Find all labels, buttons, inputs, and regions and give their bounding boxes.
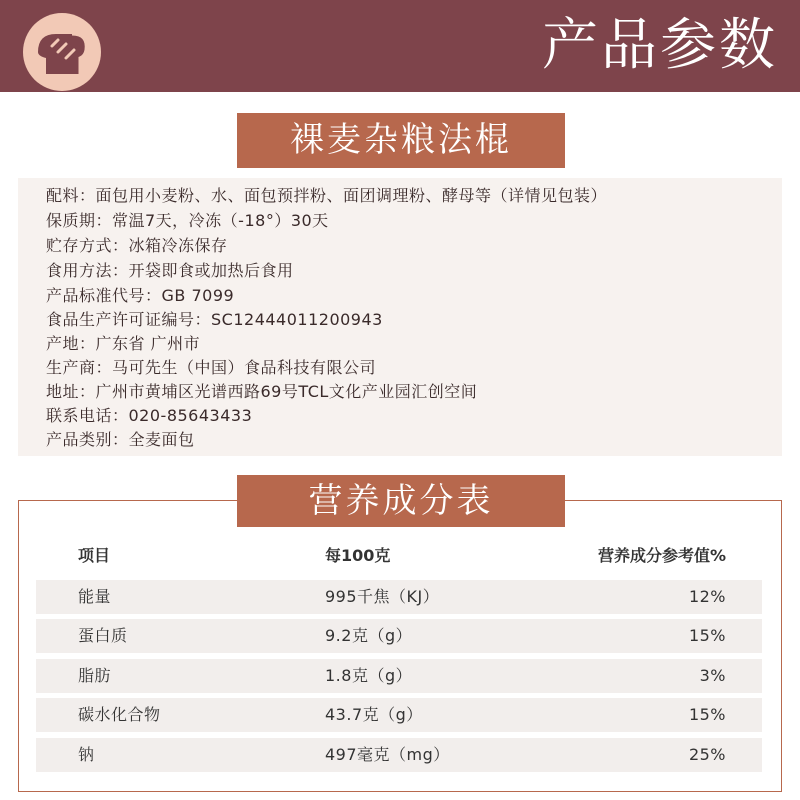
nutrient-amount: 497毫克（mg） bbox=[325, 745, 450, 764]
header-bar bbox=[0, 0, 800, 92]
param-address: 地址：广州市黄埔区光谱西路69号TCL文化产业园汇创空间 bbox=[46, 382, 478, 401]
nutrient-name: 钠 bbox=[78, 745, 95, 764]
param-usage: 食用方法：开袋即食或加热后食用 bbox=[46, 261, 294, 280]
param-origin: 产地：广东省 广州市 bbox=[46, 334, 201, 353]
nutrient-amount: 43.7克（g） bbox=[325, 705, 423, 724]
nutrient-nrv: 25% bbox=[688, 745, 726, 764]
column-header-per-100g: 每100克 bbox=[325, 546, 391, 565]
nutrient-nrv: 12% bbox=[688, 587, 726, 606]
nutrient-amount: 995千焦（KJ） bbox=[325, 587, 440, 606]
nutrient-name: 碳水化合物 bbox=[78, 705, 161, 724]
nutrient-amount: 9.2克（g） bbox=[325, 626, 413, 645]
param-standard-code: 产品标准代号：GB 7099 bbox=[46, 286, 235, 305]
param-license-number: 食品生产许可证编号：SC12444011200943 bbox=[46, 310, 383, 329]
param-phone: 联系电话：020-85643433 bbox=[46, 406, 253, 425]
param-storage: 贮存方式：冰箱冷冻保存 bbox=[46, 236, 228, 255]
bread-icon bbox=[22, 12, 102, 92]
nutrient-name: 能量 bbox=[78, 587, 112, 606]
nutrient-nrv: 15% bbox=[688, 705, 726, 724]
column-header-item: 项目 bbox=[78, 546, 111, 565]
param-manufacturer: 生产商：马可先生（中国）食品科技有限公司 bbox=[46, 358, 377, 377]
param-shelf-life: 保质期：常温7天，冷冻（-18°）30天 bbox=[46, 211, 329, 230]
param-category: 产品类别：全麦面包 bbox=[46, 430, 195, 449]
page-title: 产品参数 bbox=[542, 13, 778, 78]
product-params-panel bbox=[18, 178, 782, 456]
nutrient-name: 蛋白质 bbox=[78, 626, 128, 645]
nutrient-amount: 1.8克（g） bbox=[325, 666, 413, 685]
column-header-nrv: 营养成分参考值% bbox=[597, 546, 726, 565]
product-name-banner: 裸麦杂粮法棍 bbox=[237, 113, 565, 168]
nutrient-nrv: 15% bbox=[688, 626, 726, 645]
param-ingredients: 配料：面包用小麦粉、水、面包预拌粉、面团调理粉、酵母等（详情见包装） bbox=[46, 186, 608, 205]
nutrient-name: 脂肪 bbox=[78, 666, 112, 685]
nutrition-title-banner: 营养成分表 bbox=[237, 475, 565, 527]
nutrient-nrv: 3% bbox=[699, 666, 726, 685]
